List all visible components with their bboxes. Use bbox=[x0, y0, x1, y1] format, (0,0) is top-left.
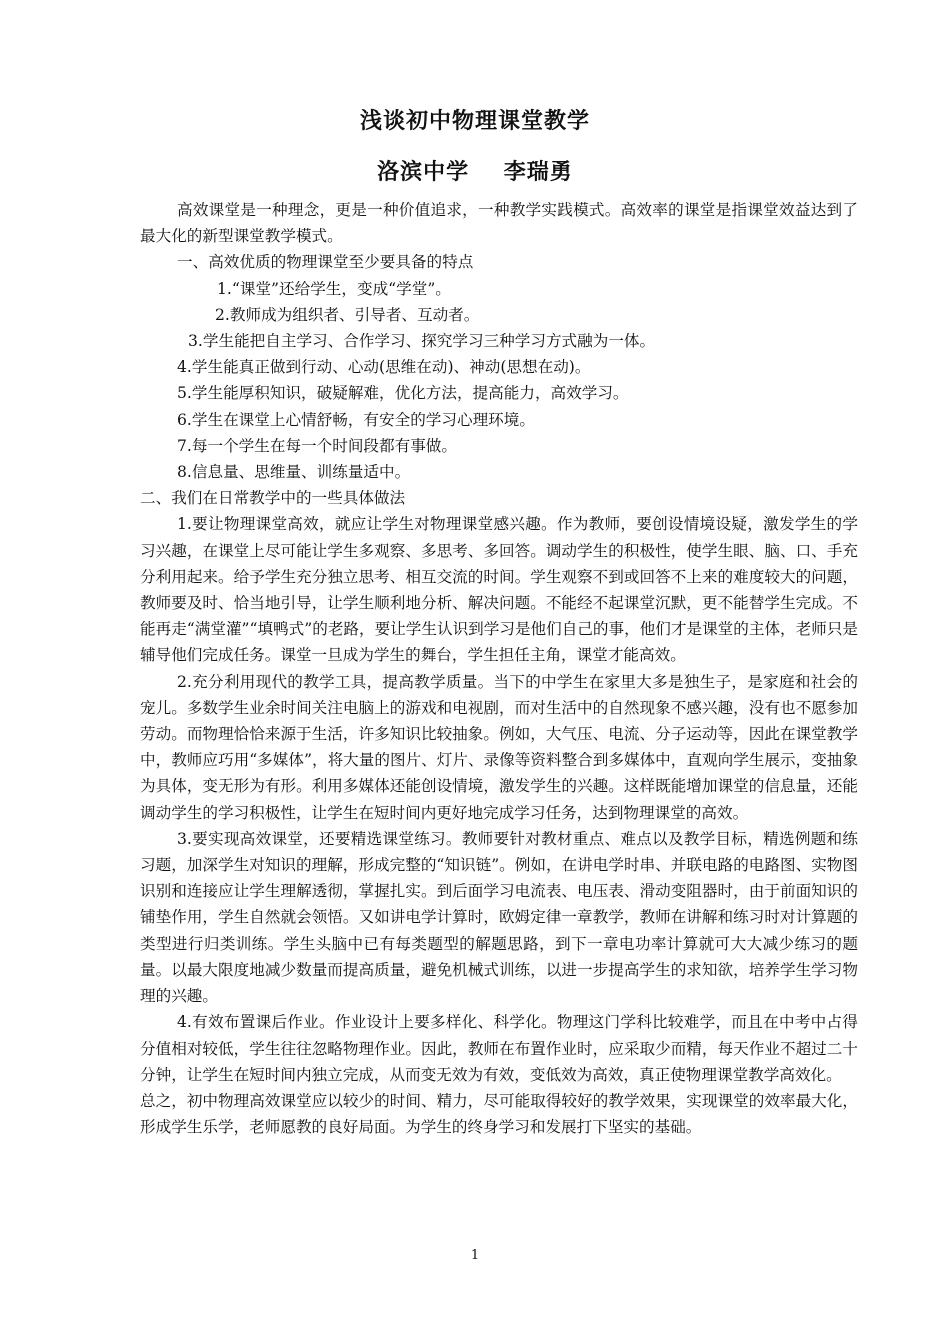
section-1-item: 7.每一个学生在每一个时间段都有事做。 bbox=[177, 436, 457, 455]
section-2-heading: 二、我们在日常教学中的一些具体做法 bbox=[140, 489, 406, 508]
document-body bbox=[140, 197, 858, 1140]
section-1-item: 1.“课堂”还给学生，变成“学堂”。 bbox=[217, 279, 451, 298]
section-1-item: 2.教师成为组织者、引导者、互动者。 bbox=[215, 305, 480, 324]
page-number: 1 bbox=[470, 1248, 480, 1263]
section-1-heading: 一、高效优质的物理课堂至少要具备的特点 bbox=[177, 253, 474, 272]
author-line: 洛滨中学 李瑞勇 bbox=[377, 160, 573, 185]
section-1-item: 4.学生能真正做到行动、心动(思维在动)、神动(思想在动)。 bbox=[177, 358, 591, 377]
section-1-item: 8.信息量、思维量、训练量适中。 bbox=[177, 463, 411, 482]
intro-paragraph: 高效课堂是一种理念，更是一种价值追求，一种教学实践模式。高效率的课堂是指课堂效益达到了最大化的新型课堂教学模式。 bbox=[140, 201, 858, 246]
section-1-item: 6.学生在课堂上心情舒畅，有安全的学习心理环境。 bbox=[177, 410, 535, 429]
section-1-item: 3.学生能把自主学习、合作学习、探究学习三种学习方式融为一体。 bbox=[188, 332, 656, 351]
section-2-paragraph: 2.充分利用现代的教学工具，提高教学质量。当下的中学生在家里大多是独生子，是家庭和社会的宠儿。多数学生业余时间关注电脑上的游戏和电视剧，而对生活中的自然现象不感兴趣，没有也不愿参加劳动。而物理恰恰来源于生活，许多知识比较抽象。例如，大气压、电流、分子运动等，因此在课堂教学中，教师应巧用“多媒体”，将大量的图片、灯片、录像等资料整合到多媒体中，直观向学生展示，变抽象为具体，变无形为有形。利用多媒体还能创设情境，激发学生的兴趣。这样既能增加课堂的信息量，还能调动学生的学习积极性，让学生在短时间内更好地完成学习任务，达到物理课堂的高效。 bbox=[140, 672, 858, 822]
section-2-paragraph: 1.要让物理课堂高效，就应让学生对物理课堂感兴趣。作为教师，要创设情境设疑，激发学生的学习兴趣，在课堂上尽可能让学生多观察、多思考、多回答。调动学生的积极性，使学生眼、脑、口、手充分利用起来。给予学生充分独立思考、相互交流的时间。学生观察不到或回答不上来的难度较大的问题，教师要及时、恰当地引导，让学生顺利地分析、解决问题。不能经不起课堂沉默，更不能替学生完成。不能再走“满堂灌”“填鸭式”的老路，要让学生认识到学习是他们自己的事，他们才是课堂的主体，老师只是辅导他们完成任务。课堂一旦成为学生的舞台，学生担任主角，课堂才能高效。 bbox=[140, 515, 859, 665]
conclusion-paragraph: 总之，初中物理高效课堂应以较少的时间、精力，尽可能取得较好的教学效果，实现课堂的效率最大化，形成学生乐学，老师愿教的良好局面。为学生的终身学习和发展打下坚实的基础。 bbox=[140, 1091, 858, 1137]
section-2-paragraph: 3.要实现高效课堂，还要精选课堂练习。教师要针对教材重点、难点以及教学目标，精选例题和练习题，加深学生对知识的理解，形成完整的“知识链”。例如，在讲电学时串、并联电路的电路图、实物图识别和连接应让学生理解透彻，掌握扎实。到后面学习电流表、电压表、滑动变阻器时，由于前面知识的铺垫作用，学生自然就会领悟。又如讲电学计算时，欧姆定律一章教学，教师在讲解和练习时对计算题的类型进行归类训练。学生头脑中已有每类题型的解题思路，到下一章电功率计算就可大大减少练习的题量。以最大限度地减少数量而提高质量，避免机械式训练，以进一步提高学生的求知欲，培养学生学习物理的兴趣。 bbox=[140, 829, 858, 1006]
section-2-paragraph: 4.有效布置课后作业。作业设计上要多样化、科学化。物理这门学科比较难学，而且在中考中占得分值相对较低，学生往往忽略物理作业。因此，教师在布置作业时，应采取少而精，每天作业不超过二十分钟，让学生在短时间内独立完成，从而变无效为有效，变低效为高效，真正使物理课堂教学高效化。 bbox=[140, 1013, 858, 1084]
section-1-item: 5.学生能厚积知识，破疑解难，优化方法，提高能力，高效学习。 bbox=[177, 384, 629, 403]
document-title: 浅谈初中物理课堂教学 bbox=[359, 109, 590, 134]
